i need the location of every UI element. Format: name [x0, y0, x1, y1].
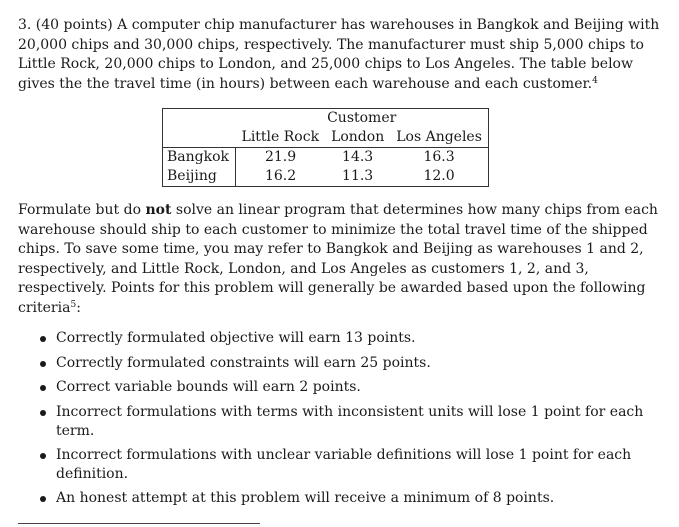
instructions-paragraph: [18, 201, 658, 318]
criteria-list: [40, 329, 644, 513]
bullet-icon: [40, 361, 46, 367]
instructions-line-2: warehouse should ship to each customer to minimize the total travel time of the shipped: [18, 221, 648, 238]
criteria-text: An honest attempt at this problem will receive a minimum of 8 points.: [56, 489, 555, 506]
bullet-icon: [40, 410, 46, 416]
column-header-little-rock: Little Rock: [236, 128, 326, 148]
table-row: [163, 148, 489, 168]
colon: :: [76, 299, 81, 316]
column-header-los-angeles: Los Angeles: [390, 128, 488, 148]
bullet-icon: [40, 385, 46, 391]
instructions-line-3: chips. To save some time, you may refer to Bangkok and Beijing as warehouses 1 and 2,: [18, 241, 644, 257]
criteria-text: Correctly formulated objective will earn 13 points.: [56, 330, 416, 346]
table-corner-blank: [163, 109, 236, 129]
criteria-text: Correct variable bounds will earn 2 points.: [56, 379, 361, 395]
footnote-mark-4: 4: [592, 75, 598, 86]
instructions-line-1: [18, 201, 658, 221]
problem-statement: [18, 16, 658, 94]
problem-line-4-text: gives the the travel time (in hours) between each warehouse and each customer.: [18, 75, 593, 92]
problem-line-2: 20,000 chips and 30,000 chips, respectively. The manufacturer must ship 5,000 chips to: [18, 36, 644, 53]
instructions-line-1-end: solve an linear program that determines how many chips from each: [171, 202, 658, 218]
instructions-line-1-start: Formulate but do: [18, 202, 146, 218]
table-corner-blank-2: [163, 128, 236, 148]
problem-line-4: [18, 75, 658, 95]
bullet-icon: [40, 496, 46, 502]
table-cell: 16.2: [236, 167, 326, 187]
criteria-text: Incorrect formulations with terms with inconsistent units will lose 1 point for each: [56, 403, 644, 420]
bold-not: not: [145, 202, 172, 218]
customer-group-header: Customer: [236, 109, 489, 129]
problem-line-3: Little Rock, 20,000 chips to London, and 25,000 chips to Los Angeles. The table below: [18, 56, 633, 72]
row-label-bangkok: Bangkok: [163, 148, 236, 168]
instructions-line-4: respectively, and Little Rock, London, and Los Angeles as customers 1, 2, and 3,: [18, 260, 589, 277]
criteria-text: Correctly formulated constraints will earn 25 points.: [56, 354, 431, 371]
problem-line-1: 3. (40 points) A computer chip manufacturer has warehouses in Bangkok and Beijing with: [18, 17, 660, 33]
bullet-icon: [40, 453, 46, 459]
table-cell: 12.0: [390, 167, 488, 187]
criteria-text-continued: definition.: [56, 466, 129, 482]
instructions-line-6: [18, 299, 658, 319]
table-cell: 11.3: [325, 167, 390, 187]
criteria-text: Incorrect formulations with unclear variable definitions will lose 1 point for each: [56, 446, 632, 463]
table-cell: 21.9: [264, 149, 297, 165]
criteria-word: criteria: [18, 299, 71, 316]
list-item: [40, 329, 615, 349]
bullet-icon: [40, 336, 46, 342]
list-item: [40, 489, 615, 509]
list-item: [40, 403, 644, 442]
criteria-text-continued: term.: [56, 423, 95, 439]
footnote-mark-5: 5: [70, 299, 77, 310]
travel-time-table: [162, 108, 489, 187]
table-cell: 16.3: [390, 148, 488, 168]
instructions-line-5: respectively. Points for this problem will generally be awarded based upon the following: [18, 280, 646, 296]
row-label-beijing: Beijing: [163, 167, 236, 187]
list-item: [40, 378, 615, 398]
footnote-divider: [18, 523, 260, 524]
table-cell: 14.3: [342, 149, 374, 165]
column-header-london: London: [325, 128, 390, 148]
list-item: [40, 354, 615, 374]
list-item: [40, 446, 632, 485]
table-row: [163, 167, 489, 187]
